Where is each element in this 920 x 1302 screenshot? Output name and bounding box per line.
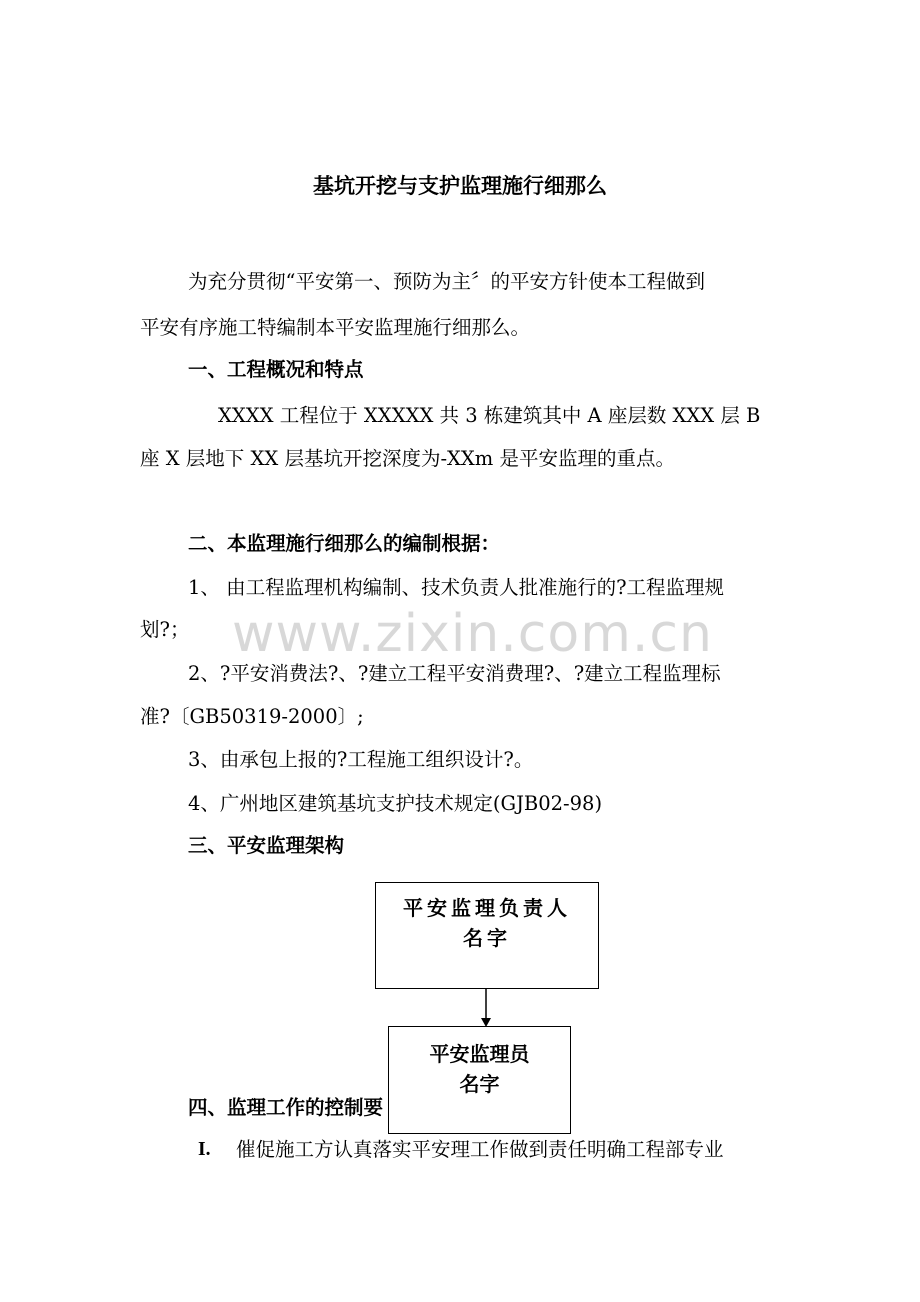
item-4: 4、广州地区建筑基坑支护技术规定(GJB02-98) — [188, 792, 603, 815]
bullet-text: 催促施工方认真落实平安理工作做到责任明确工程部专业 — [236, 1138, 724, 1161]
item-2-line-1: 2、?平安消费法?、?建立工程平安消费理?、?建立工程监理标 — [188, 662, 721, 685]
intro-line-1: 为充分贯彻“平安第一、预防为主〞的平安方针使本工程做到 — [188, 270, 705, 293]
arrow-down-icon — [476, 989, 496, 1029]
section-1-line-2: 座 X 层地下 XX 层基坑开挖深度为-XXm 是平安监理的重点。 — [140, 447, 675, 470]
bullet-marker: I. — [198, 1139, 211, 1160]
section-3-heading: 三、平安监理架构 — [188, 834, 345, 857]
document-title: 基坑开挖与支护监理施行细那么 — [313, 174, 607, 198]
section-1-heading: 一、工程概况和特点 — [188, 358, 364, 381]
watermark: www.zixin.com.cn — [232, 604, 713, 664]
section-4-heading: 四、监理工作的控制要 — [188, 1096, 384, 1119]
item-1-line-2: 划?； — [140, 618, 190, 641]
item-2-line-2: 准?〔GB50319-2000〕; — [140, 705, 364, 728]
org-box-officer — [388, 1026, 571, 1134]
item-1-line-1: 1、 由工程监理机构编制、技术负责人批准施行的?工程监理规 — [188, 576, 725, 599]
org-box-supervisor — [375, 882, 599, 989]
org-box-supervisor-name: 名字 — [463, 926, 511, 950]
section-2-heading: 二、本监理施行细那么的编制根据： — [188, 532, 501, 555]
org-box-officer-title: 平安监理员 — [429, 1042, 530, 1066]
item-3: 3、由承包上报的?工程施工组织设计?。 — [188, 748, 534, 771]
intro-line-2: 平安有序施工特编制本平安监理施行细那么。 — [140, 316, 531, 339]
org-box-officer-name: 名字 — [459, 1072, 500, 1096]
org-box-supervisor-title: 平安监理负责人 — [403, 896, 571, 920]
section-1-line-1: XXXX 工程位于 XXXXX 共 3 栋建筑其中 A 座层数 XXX 层 B — [218, 404, 761, 427]
